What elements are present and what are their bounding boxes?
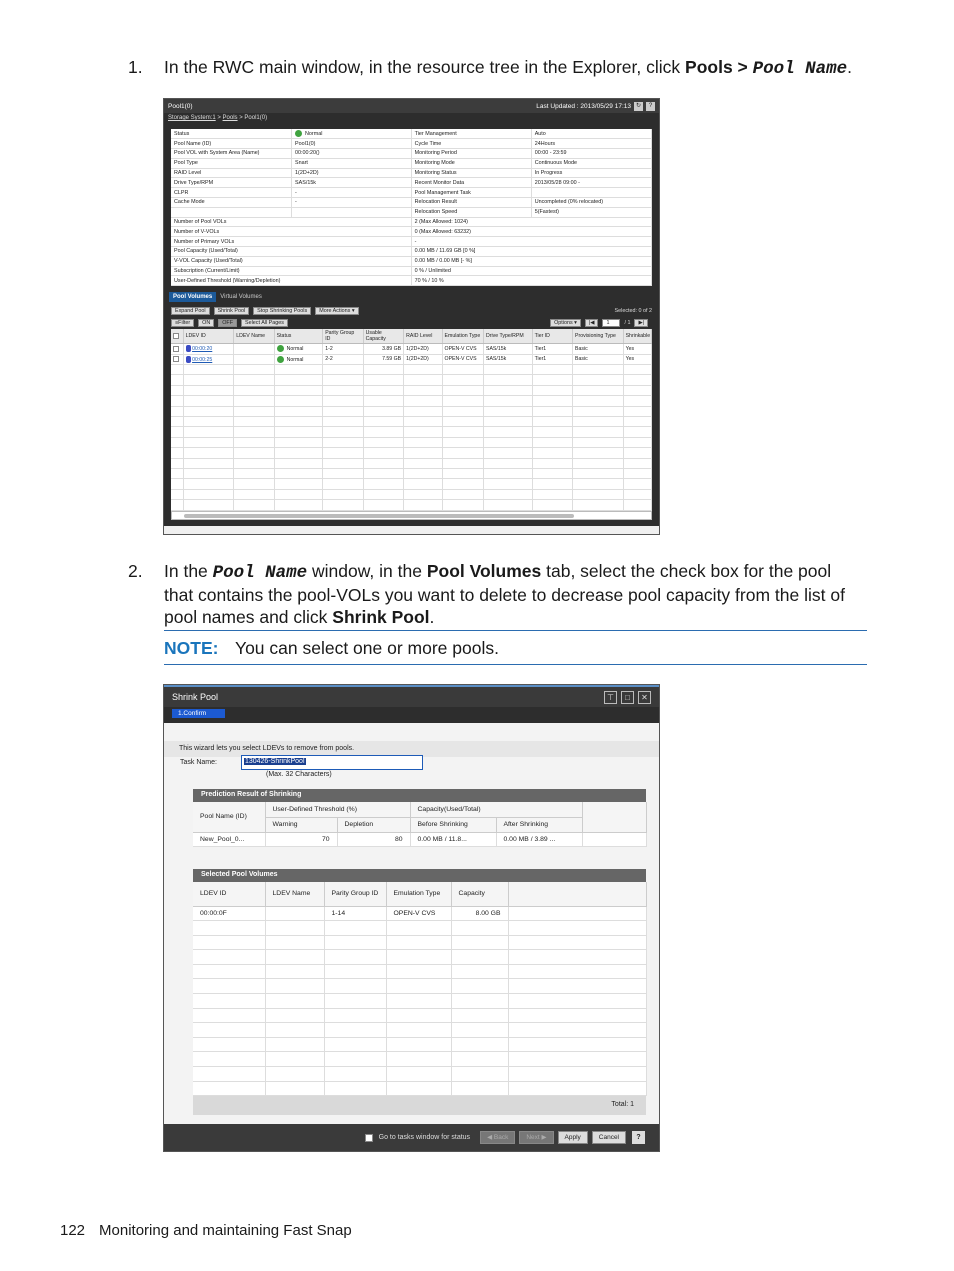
col-capacity: Capacity(Used/Total)	[410, 802, 582, 817]
info-label: Tier Management	[411, 129, 531, 139]
info-label: Pool Management Task	[411, 188, 531, 198]
info-label: Pool Name (ID)	[171, 139, 292, 149]
info-row	[171, 139, 652, 149]
info-label: Monitoring Period	[411, 149, 531, 159]
table-row	[171, 375, 652, 385]
info-value: Continuous Mode	[531, 158, 651, 168]
info-label: Drive Type/RPM	[171, 178, 292, 188]
note-box	[164, 630, 867, 665]
column-header[interactable]: Usable Capacity	[363, 329, 403, 344]
first-page-icon[interactable]: |◀	[585, 319, 599, 327]
task-name-hint: (Max. 32 Characters)	[266, 771, 332, 778]
prediction-row: New_Pool_0... 70 80 0.00 MB / 11.8... 0.00 MB / 3.89 ...	[193, 832, 646, 847]
task-name-label: Task Name:	[180, 759, 217, 766]
table-row	[193, 994, 646, 1009]
table-row[interactable]: 00:00:20 Normal 1-2 3.89 GB 1(2D+2D) OPEN-V CVS SAS/15k Tier1 Basic Yes	[171, 344, 652, 354]
tab-bar	[164, 288, 659, 302]
column-header: Capacity	[451, 882, 508, 906]
column-header: Emulation Type	[386, 882, 451, 906]
column-header[interactable]: Tier ID	[532, 329, 572, 344]
row-checkbox[interactable]	[171, 344, 183, 354]
col-depletion: Depletion	[337, 817, 410, 832]
info-label: Monitoring Mode	[411, 158, 531, 168]
table-row	[193, 1008, 646, 1023]
close-icon[interactable]: ✕	[638, 691, 651, 704]
table-row	[193, 1052, 646, 1067]
info-value: 00:00 - 23:59	[531, 149, 651, 159]
table-row	[171, 448, 652, 458]
info-label: Monitoring Status	[411, 168, 531, 178]
expand-pool-button[interactable]: Expand Pool	[171, 307, 210, 315]
info-value	[292, 207, 412, 217]
volume-icon	[186, 345, 191, 352]
filter-off-button[interactable]: OFF	[218, 319, 237, 327]
info-row	[171, 237, 652, 247]
info-label	[171, 207, 292, 217]
maximize-icon[interactable]: □	[621, 691, 634, 704]
help-button[interactable]: ?	[632, 1131, 645, 1144]
wizard-step-confirm: 1.Confirm	[172, 709, 225, 718]
info-value: SAS/15k	[292, 178, 412, 188]
total-count: Total: 1	[193, 1096, 646, 1115]
info-label: Cycle Time	[411, 139, 531, 149]
info-row	[171, 188, 652, 198]
column-header[interactable]: LDEV Name	[234, 329, 274, 344]
info-label: Recent Monitor Data	[411, 178, 531, 188]
table-row	[171, 365, 652, 375]
cancel-button[interactable]: Cancel	[592, 1131, 626, 1144]
breadcrumb: Storage System:1 > Pools > Pool1(0)	[164, 113, 659, 125]
info-value: 0 % / Unlimited	[411, 266, 651, 276]
breadcrumb-pools[interactable]: Pools	[222, 115, 238, 121]
status-normal-icon	[277, 345, 284, 352]
pool-window-screenshot	[163, 98, 660, 535]
table-row	[193, 921, 646, 936]
pool-info-table	[171, 129, 652, 286]
info-value: -	[292, 198, 412, 208]
info-row	[171, 247, 652, 257]
table-row	[171, 437, 652, 447]
info-label: Pool Capacity (Used/Total)	[171, 247, 411, 257]
table-row	[193, 935, 646, 950]
page-number: 122	[60, 1222, 86, 1239]
filter-on-button[interactable]: ON	[198, 319, 214, 327]
action-toolbar	[171, 305, 652, 317]
info-label: Relocation Speed	[411, 207, 531, 217]
footer-title: Monitoring and maintaining Fast Snap	[99, 1222, 352, 1239]
selected-volumes-title: Selected Pool Volumes	[193, 869, 646, 882]
wizard-footer	[164, 1124, 659, 1151]
task-name-input[interactable]: 130426-ShrinkPool	[241, 755, 423, 770]
tab-virtual-volumes[interactable]: Virtual Volumes	[220, 294, 262, 301]
pool-window-title: Pool1(0)	[168, 102, 193, 110]
table-row	[193, 1081, 646, 1096]
pool-window-titlebar	[164, 99, 659, 113]
col-pool-name: Pool Name (ID)	[193, 802, 265, 832]
back-button[interactable]: ◀ Back	[480, 1131, 515, 1144]
selected-volumes-section	[193, 869, 646, 1115]
info-row	[171, 207, 652, 217]
refresh-icon[interactable]: ↻	[635, 102, 642, 109]
table-row	[171, 458, 652, 468]
breadcrumb-current: Pool1(0)	[244, 115, 268, 121]
info-label: V-VOL Capacity (Used/Total)	[171, 256, 411, 266]
info-value: 0.00 MB / 0.00 MB [- %]	[411, 256, 651, 266]
step-2-pool-volumes: Pool Volumes	[426, 561, 542, 581]
info-label: Number of Pool VOLs	[171, 217, 411, 227]
info-label: Relocation Result	[411, 198, 531, 208]
column-header[interactable]: Shrinkable	[623, 329, 651, 344]
column-header: Parity Group ID	[324, 882, 386, 906]
column-header: LDEV ID	[193, 882, 265, 906]
horizontal-scrollbar[interactable]	[171, 511, 652, 520]
ldev-id-link[interactable]: 00:00:20	[183, 344, 234, 354]
shrink-pool-titlebar	[164, 685, 659, 707]
pin-icon[interactable]: ⊤	[604, 691, 617, 704]
info-row	[171, 276, 652, 286]
col-before: Before Shrinking	[410, 817, 496, 832]
step-1-number: 1.	[128, 57, 143, 77]
selected-count: Selected: 0 of 2	[614, 308, 652, 315]
status-normal-icon	[277, 356, 284, 363]
table-row	[171, 396, 652, 406]
step-1-poolname: Pool Name	[752, 59, 848, 79]
info-label: Pool VOL with System Area (Name)	[171, 149, 292, 159]
info-row	[171, 158, 652, 168]
info-label: Number of Primary VOLs	[171, 237, 411, 247]
goto-tasks-checkbox[interactable]	[365, 1134, 373, 1142]
select-all-pages-button[interactable]: Select All Pages	[241, 319, 288, 327]
stop-shrinking-button[interactable]: Stop Shrinking Pools	[253, 307, 311, 315]
info-row	[171, 149, 652, 159]
info-value: -	[292, 188, 412, 198]
info-label: Cache Mode	[171, 198, 292, 208]
table-row[interactable]: 00:00:25 Normal 2-2 7.59 GB 1(2D+2D) OPEN-V CVS SAS/15k Tier1 Basic Yes	[171, 354, 652, 364]
info-label: RAID Level	[171, 168, 292, 178]
wizard-intro: This wizard lets you select LDEVs to remove from pools.	[164, 741, 659, 757]
info-value: -	[411, 237, 651, 247]
col-warning: Warning	[265, 817, 337, 832]
step-2-number: 2.	[128, 561, 143, 581]
column-header[interactable]: Drive Type/RPM	[484, 329, 533, 344]
info-value: Snart	[292, 158, 412, 168]
table-row: 00:00:0F 1-14 OPEN-V CVS 8.00 GB	[193, 906, 646, 921]
prediction-table	[193, 802, 647, 847]
table-row	[171, 500, 652, 510]
info-row	[171, 178, 652, 188]
page-of: / 1	[624, 320, 631, 327]
column-header[interactable]: Parity Group ID	[323, 329, 363, 344]
info-value: 1(2D+2D)	[292, 168, 412, 178]
info-value: 2 (Max Allowed: 1024)	[411, 217, 651, 227]
step-1-text: In the RWC main window, in the resource tree in the Explorer, click	[164, 57, 686, 77]
col-threshold: User-Defined Threshold (%)	[265, 802, 410, 817]
apply-button[interactable]: Apply	[558, 1131, 588, 1144]
note-label: NOTE:	[164, 638, 219, 658]
info-value: Normal	[292, 129, 412, 139]
info-label: User-Defined Threshold (Warning/Depletion)	[171, 276, 411, 286]
shrink-pool-screenshot	[163, 684, 660, 1152]
last-updated: Last Updated : 2013/05/29 17:13	[536, 102, 631, 110]
column-header: LDEV Name	[265, 882, 324, 906]
prediction-title: Prediction Result of Shrinking	[193, 789, 646, 802]
options-button[interactable]: Options ▾	[550, 319, 581, 327]
breadcrumb-storage[interactable]: Storage System:1	[168, 115, 216, 121]
col-after: After Shrinking	[496, 817, 582, 832]
pool-volumes-table	[171, 329, 652, 510]
more-actions-button[interactable]: More Actions ▾	[315, 307, 358, 315]
info-value: In Progress	[531, 168, 651, 178]
info-row	[171, 266, 652, 276]
info-row	[171, 129, 652, 139]
volume-icon	[186, 356, 191, 363]
select-all-checkbox[interactable]	[171, 329, 183, 344]
info-value: Auto	[531, 129, 651, 139]
page-footer	[60, 1222, 352, 1239]
step-2-poolname: Pool Name	[212, 563, 308, 583]
row-checkbox[interactable]	[171, 354, 183, 364]
table-row	[193, 964, 646, 979]
column-header[interactable]: RAID Level	[404, 329, 442, 344]
column-header[interactable]: Status	[274, 329, 323, 344]
note-text: You can select one or more pools.	[235, 638, 499, 658]
table-row	[193, 979, 646, 994]
info-label: Pool Type	[171, 158, 292, 168]
info-label: Number of V-VOLs	[171, 227, 411, 237]
table-row	[171, 489, 652, 499]
filter-button[interactable]: ≡Filter	[171, 319, 194, 327]
last-page-icon[interactable]: ▶|	[634, 319, 648, 327]
info-value: 24Hours	[531, 139, 651, 149]
info-row	[171, 217, 652, 227]
table-row	[171, 427, 652, 437]
info-value: Uncompleted (0% relocated)	[531, 198, 651, 208]
selected-volumes-table	[193, 882, 647, 1096]
column-header[interactable]: LDEV ID	[183, 329, 234, 344]
info-value	[531, 188, 651, 198]
info-label: Status	[171, 129, 292, 139]
info-label: Subscription (Current/Limit)	[171, 266, 411, 276]
table-row	[193, 1037, 646, 1052]
table-row	[171, 416, 652, 426]
step-1-pools: Pools >	[685, 57, 748, 77]
next-button[interactable]: Next ▶	[519, 1131, 553, 1144]
info-value: Pool1(0)	[292, 139, 412, 149]
status-normal-icon	[295, 130, 302, 137]
prediction-section	[193, 789, 646, 847]
info-row	[171, 227, 652, 237]
info-row	[171, 168, 652, 178]
table-row	[171, 385, 652, 395]
info-row	[171, 256, 652, 266]
page-input[interactable]: 1	[602, 319, 620, 327]
ldev-id-link[interactable]: 00:00:25	[183, 354, 234, 364]
table-row	[193, 1067, 646, 1082]
info-value: 0.00 MB / 11.69 GB [0 %]	[411, 247, 651, 257]
step-2-shrink-pool: Shrink Pool	[332, 607, 430, 627]
info-value: 70 % / 10 %	[411, 276, 651, 286]
table-row	[171, 406, 652, 416]
help-icon[interactable]: ?	[646, 102, 655, 111]
info-value: 0 (Max Allowed: 63232)	[411, 227, 651, 237]
table-row	[193, 1023, 646, 1038]
column-header[interactable]: Emulation Type	[442, 329, 483, 344]
table-row	[171, 479, 652, 489]
info-value: 5(Fastest)	[531, 207, 651, 217]
tab-pool-volumes[interactable]: Pool Volumes	[169, 292, 216, 302]
shrink-pool-button[interactable]: Shrink Pool	[214, 307, 250, 315]
shrink-pool-title: Shrink Pool	[172, 692, 219, 702]
info-value: 2013/05/28 09:00 -	[531, 178, 651, 188]
column-header[interactable]: Provisioning Type	[573, 329, 624, 344]
filter-toolbar	[171, 317, 652, 329]
table-row	[171, 468, 652, 478]
table-row	[193, 950, 646, 965]
info-value: 00:00:20()	[292, 149, 412, 159]
goto-tasks-label: Go to tasks window for status	[378, 1134, 471, 1141]
info-label: CLPR	[171, 188, 292, 198]
info-row	[171, 198, 652, 208]
